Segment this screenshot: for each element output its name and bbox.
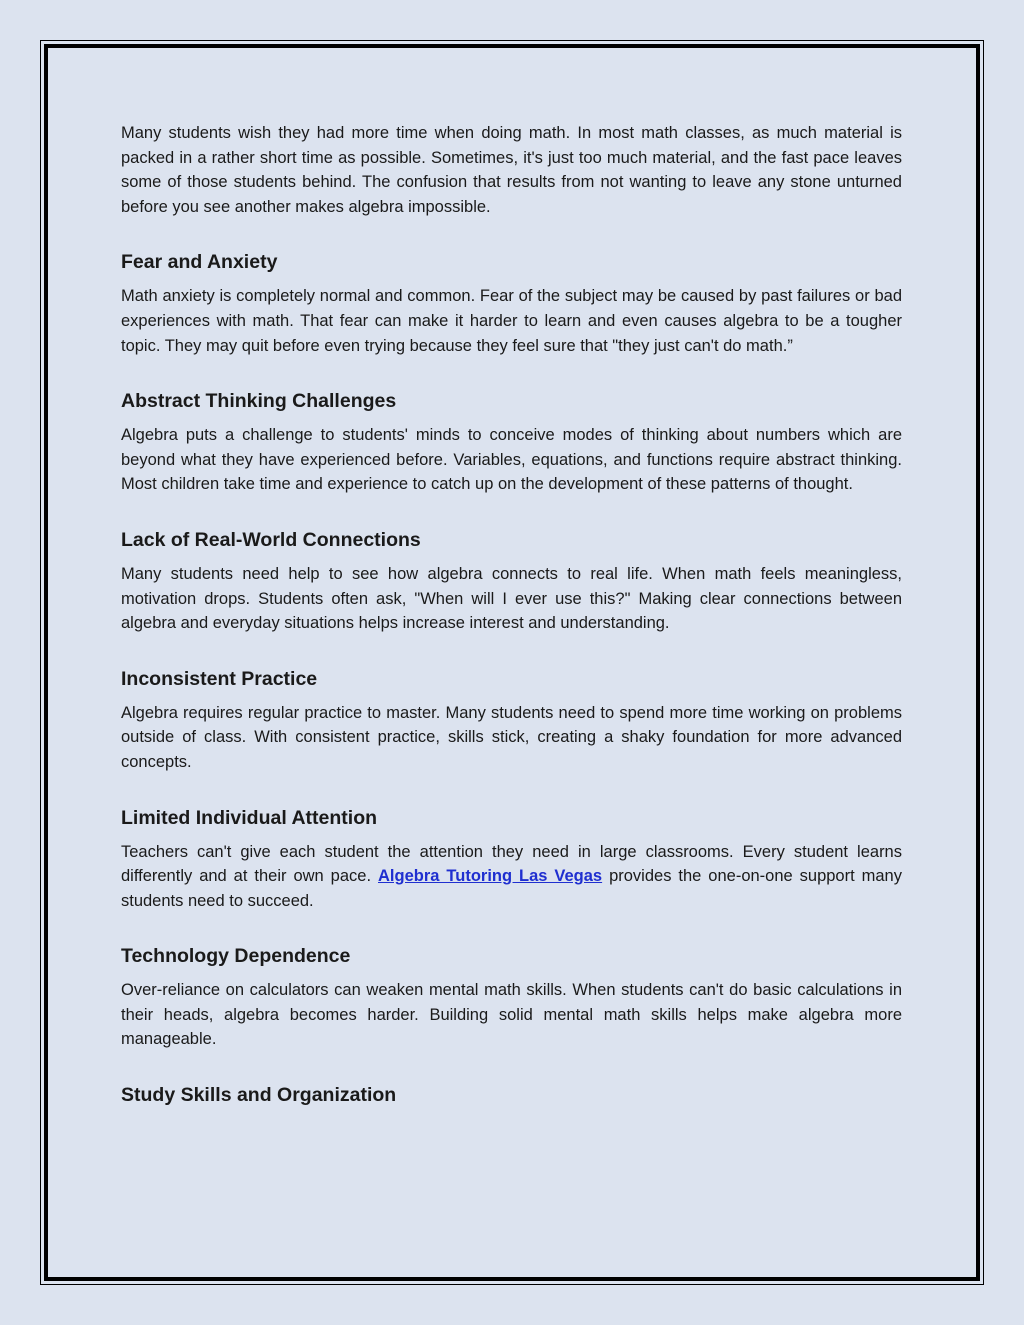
section-inconsistent-practice: [121, 666, 902, 775]
section-heading: Fear and Anxiety: [121, 251, 278, 274]
section-paragraph: Math anxiety is completely normal and common. Fear of the subject may be caused by past failures or bad experiences with math. That fear can make it harder to learn and even causes algebra to be a tougher topic. They may quit before even trying because they feel sure that "they just can't do math.”: [121, 287, 902, 355]
document-body: [121, 121, 902, 1108]
section-paragraph: [121, 840, 902, 914]
intro-paragraph: Many students wish they had more time when doing math. In most math classes, as much material is packed in a rather short time as possible. Sometimes, it's just too much material, and the fast pace leaves some of those students behind. The confusion that results from not wanting to leave any stone unturned before you see another makes algebra impossible.: [121, 124, 902, 216]
section-paragraph: Algebra puts a challenge to students' minds to conceive modes of thinking about numbers which are beyond what they have experienced before. Variables, equations, and functions require abstract thinking. Most children take time and experience to catch up on the development of these patterns of thought.: [121, 426, 902, 494]
paragraph-text-before-link: Teachers can't give each student the attention they need in large classrooms. Every student learns differently and at their own pace.: [121, 842, 902, 886]
section-abstract-thinking: [121, 388, 902, 497]
section-heading: Limited Individual Attention: [121, 806, 378, 829]
section-study-skills: [121, 1082, 902, 1108]
section-paragraph: Algebra requires regular practice to master. Many students need to spend more time working on problems outside of class. With consistent practice, skills stick, creating a shaky foundation for more advanced concepts.: [121, 703, 902, 771]
section-heading: Study Skills and Organization: [121, 1084, 397, 1107]
paragraph-text-after-link: provides the one-on-one support many students need to succeed.: [121, 867, 902, 910]
section-fear-and-anxiety: [121, 249, 902, 358]
section-heading: Technology Dependence: [121, 945, 351, 968]
section-heading: Abstract Thinking Challenges: [121, 390, 397, 413]
section-technology-dependence: [121, 943, 902, 1052]
section-real-world-connections: [121, 527, 902, 636]
section-paragraph: Many students need help to see how algebra connects to real life. When math feels meaningless, motivation drops. Students often ask, "When will I ever use this?" Making clear connections between algebra and everyday situations helps increase interest and understanding.: [121, 564, 902, 633]
section-paragraph: Over-reliance on calculators can weaken mental math skills. When students can't do basic calculations in their heads, algebra becomes harder. Building solid mental math skills helps make algebra more manageable.: [121, 981, 902, 1049]
section-heading: Inconsistent Practice: [121, 667, 318, 690]
algebra-tutoring-link[interactable]: Algebra Tutoring Las Vegas: [378, 867, 603, 886]
section-heading: Lack of Real-World Connections: [121, 528, 421, 551]
section-individual-attention: [121, 805, 902, 914]
